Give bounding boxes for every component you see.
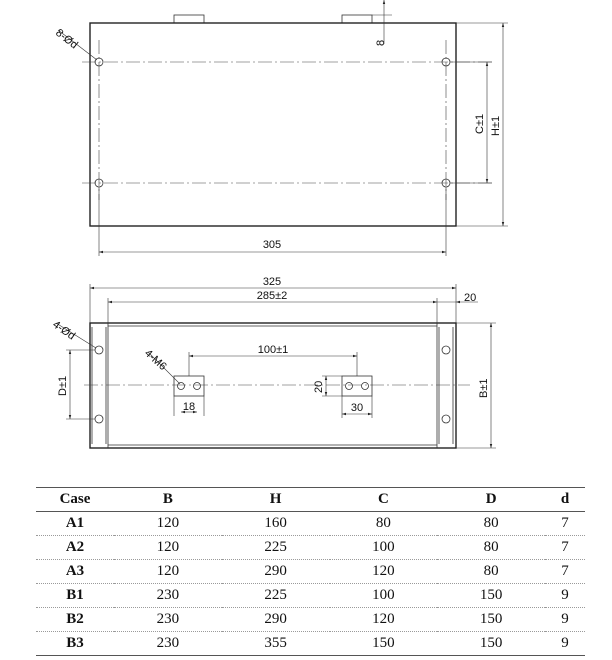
cell-c: 80 — [330, 512, 438, 536]
table-row — [36, 608, 585, 632]
cell-b: 120 — [114, 536, 222, 560]
cell-c: 120 — [330, 560, 438, 584]
t20-dim-label: 20 — [313, 380, 325, 393]
header-h: H — [222, 488, 330, 512]
cell-d: 80 — [437, 536, 545, 560]
front-view — [50, 276, 496, 448]
b-dim-label: B±1 — [478, 378, 490, 398]
s100-dim-label: 100±1 — [257, 344, 289, 356]
cell-hole-d: 9 — [545, 632, 585, 656]
cell-d: 150 — [437, 632, 545, 656]
header-d: D — [437, 488, 545, 512]
cell-h: 290 — [222, 560, 330, 584]
cell-case: B1 — [36, 584, 114, 608]
cell-case: A1 — [36, 512, 114, 536]
table-row — [36, 536, 585, 560]
top-tab-left — [174, 15, 204, 23]
cell-hole-d: 9 — [545, 584, 585, 608]
top-view-body — [90, 23, 456, 226]
cell-d: 80 — [437, 560, 545, 584]
terminal-hole — [178, 383, 185, 390]
cell-case: A3 — [36, 560, 114, 584]
table-header-row — [36, 488, 585, 512]
front-base-plate — [90, 323, 456, 448]
cell-hole-d: 7 — [545, 512, 585, 536]
header-hole-d: d — [545, 488, 585, 512]
table-row — [36, 560, 585, 584]
cell-b: 230 — [114, 584, 222, 608]
h-dim-label: H±1 — [490, 115, 502, 136]
header-c: C — [330, 488, 438, 512]
tab-height-label: 8 — [375, 39, 387, 46]
cell-case: B3 — [36, 632, 114, 656]
top-tab-right — [342, 15, 372, 23]
cell-b: 230 — [114, 632, 222, 656]
cell-c: 100 — [330, 536, 438, 560]
front-hole — [95, 346, 103, 354]
table-row — [36, 512, 585, 536]
d-dim-label: D±1 — [57, 375, 69, 396]
terminal-right — [342, 376, 372, 396]
front-hole — [95, 415, 103, 423]
cell-hole-d: 9 — [545, 608, 585, 632]
w305-dim-label: 305 — [262, 239, 282, 251]
cell-h: 355 — [222, 632, 330, 656]
cell-c: 150 — [330, 632, 438, 656]
thread-label: 4-M6 — [141, 347, 169, 373]
cell-c: 120 — [330, 608, 438, 632]
terminal-left — [174, 376, 204, 396]
flange-dim-label: 20 — [464, 292, 477, 304]
w325-dim-label: 325 — [262, 276, 282, 288]
cell-case: B2 — [36, 608, 114, 632]
front-hole — [442, 415, 450, 423]
front-hole-label: 4-Ød — [50, 318, 78, 343]
cell-hole-d: 7 — [545, 560, 585, 584]
header-case: Case — [36, 488, 114, 512]
cell-c: 100 — [330, 584, 438, 608]
terminal-hole — [346, 383, 353, 390]
cell-h: 225 — [222, 536, 330, 560]
t30-dim-label: 30 — [350, 402, 364, 414]
w285-dim-label: 285±2 — [256, 290, 288, 302]
cell-h: 160 — [222, 512, 330, 536]
cell-b: 120 — [114, 560, 222, 584]
top-view — [53, 0, 508, 256]
cell-h: 290 — [222, 608, 330, 632]
front-hole — [442, 346, 450, 354]
cell-b: 120 — [114, 512, 222, 536]
table-row — [36, 632, 585, 656]
cell-hole-d: 7 — [545, 536, 585, 560]
cell-b: 230 — [114, 608, 222, 632]
terminal-hole — [194, 383, 201, 390]
header-b: B — [114, 488, 222, 512]
t18-dim-label: 18 — [182, 401, 196, 413]
cell-case: A2 — [36, 536, 114, 560]
terminal-hole — [362, 383, 369, 390]
c-dim-label: C±1 — [474, 113, 486, 134]
cell-d: 150 — [437, 608, 545, 632]
spec-table — [36, 487, 585, 656]
top-hole-label: 8-Ød — [53, 26, 80, 52]
cell-d: 80 — [437, 512, 545, 536]
cell-d: 150 — [437, 584, 545, 608]
table-row — [36, 584, 585, 608]
cell-h: 225 — [222, 584, 330, 608]
